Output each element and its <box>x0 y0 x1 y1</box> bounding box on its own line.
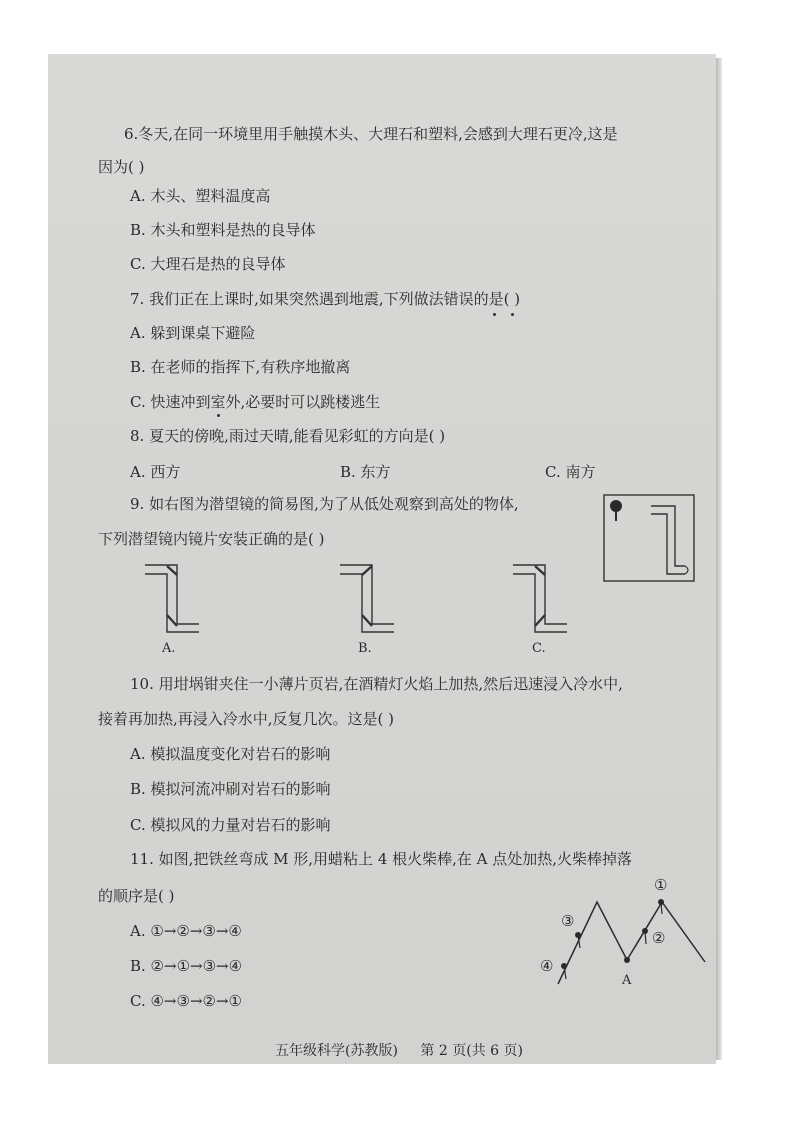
q8-option-b: B. 东方 <box>340 463 391 481</box>
q10-option-a: A. 模拟温度变化对岩石的影响 <box>130 745 331 763</box>
q8-stem: 8. 夏天的傍晚,雨过天晴,能看见彩虹的方向是( ) <box>130 427 446 445</box>
q7-stem: 7. 我们正在上课时,如果突然遇到地震,下列做法错误的是( ) <box>130 290 521 308</box>
q9-figure-label-a: A. <box>162 641 176 656</box>
q8-option-c: C. 南方 <box>545 463 596 481</box>
periscope-option-b <box>340 562 398 634</box>
q11-stem-line2: 的顺序是( ) <box>98 887 175 905</box>
q10-stem-line2: 接着再加热,再浸入冷水中,反复几次。这是( ) <box>98 710 395 728</box>
q11-label-3: ③ <box>561 912 575 930</box>
q6-option-c: C. 大理石是热的良导体 <box>130 255 286 273</box>
q9-figure-label-b: B. <box>358 641 372 656</box>
q7-option-c: C. 快速冲到室外,必要时可以跳楼逃生 <box>130 393 381 411</box>
q11-label-a: A <box>622 973 632 988</box>
q9-stem-line2: 下列潜望镜内镜片安装正确的是( ) <box>98 530 325 548</box>
q8-option-a: A. 西方 <box>130 463 181 481</box>
periscope-option-a <box>145 562 203 634</box>
q9-figure-label-c: C. <box>532 641 546 656</box>
emphasis-dot <box>511 313 514 316</box>
q6-option-b: B. 木头和塑料是热的良导体 <box>130 221 316 239</box>
periscope-option-c <box>513 562 571 634</box>
q6-stem-line1: 6.冬天,在同一环境里用手触摸木头、大理石和塑料,会感到大理石更冷,这是 <box>124 125 618 143</box>
q11-stem-line1: 11. 如图,把铁丝弯成 M 形,用蜡粘上 4 根火柴棒,在 A 点处加热,火柴棒掉落 <box>130 850 633 868</box>
q11-label-4: ④ <box>540 957 554 975</box>
page-footer <box>275 1040 541 1060</box>
q11-option-b: B. ②→①→③→④ <box>130 957 243 975</box>
paper-edge-shadow <box>716 58 722 1060</box>
q10-option-b: B. 模拟河流冲刷对岩石的影响 <box>130 780 331 798</box>
emphasis-dot <box>493 313 496 316</box>
q11-label-2: ② <box>652 929 666 947</box>
footer-page-number: 第 2 页(共 6 页) <box>420 1043 523 1059</box>
q10-stem-line1: 10. 用坩埚钳夹住一小薄片页岩,在酒精灯火焰上加热,然后迅速浸入冷水中, <box>130 675 623 693</box>
q11-label-1: ① <box>654 876 668 894</box>
q7-option-b: B. 在老师的指挥下,有秩序地撤离 <box>130 358 351 376</box>
footer-subject: 五年级科学(苏教版) <box>275 1043 398 1059</box>
q6-stem-line2: 因为( ) <box>98 158 145 176</box>
q10-option-c: C. 模拟风的力量对岩石的影响 <box>130 816 331 834</box>
q11-option-c: C. ④→③→②→① <box>130 992 242 1010</box>
m-shaped-wire-diagram <box>540 876 710 986</box>
q6-option-a: A. 木头、塑料温度高 <box>130 187 271 205</box>
emphasis-dot <box>217 414 220 417</box>
periscope-reference-diagram <box>603 494 695 582</box>
q7-option-a: A. 躲到课桌下避险 <box>130 324 256 342</box>
q11-option-a: A. ①→②→③→④ <box>130 922 242 940</box>
q9-stem-line1: 9. 如右图为潜望镜的简易图,为了从低处观察到高处的物体, <box>130 495 519 513</box>
